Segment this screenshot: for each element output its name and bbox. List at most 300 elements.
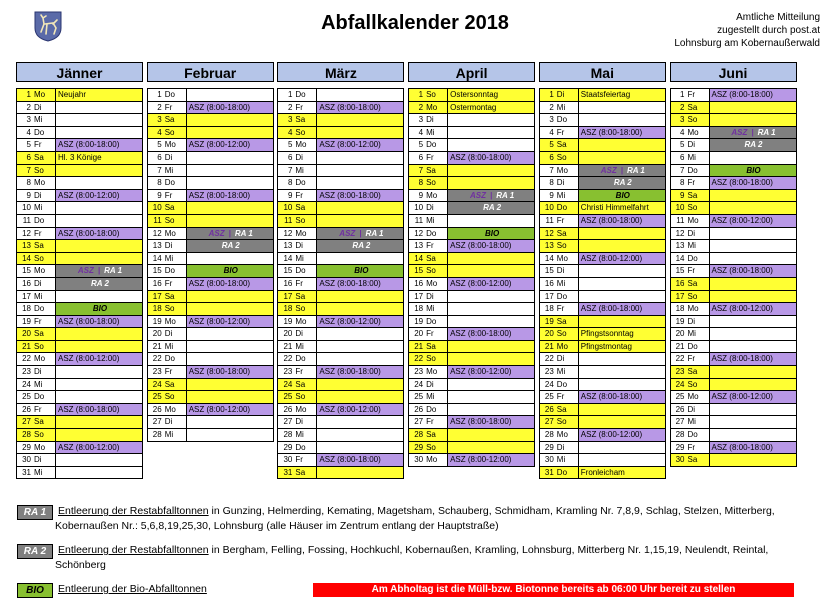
day-date	[17, 454, 55, 466]
weekday: Fr	[556, 215, 565, 225]
day-event: ASZ (8:00-18:00)	[447, 416, 534, 428]
day-row	[671, 340, 796, 353]
day-number: 29	[283, 442, 293, 452]
day-date	[409, 303, 447, 315]
weekday: Di	[426, 291, 434, 301]
day-event	[316, 442, 403, 454]
weekday: Sa	[295, 203, 306, 213]
day-row	[540, 453, 665, 466]
day-number: 28	[544, 430, 554, 440]
weekday: So	[556, 417, 567, 427]
day-number: 6	[26, 152, 31, 162]
day-date	[148, 89, 186, 101]
day-event	[447, 177, 534, 189]
weekday: Mo	[34, 442, 46, 452]
day-event: ASZ (8:00-18:00)	[578, 215, 665, 227]
day-number: 17	[152, 291, 162, 301]
day-date	[671, 454, 709, 466]
weekday: Di	[426, 379, 434, 389]
day-event	[186, 177, 273, 189]
day-row	[278, 189, 403, 202]
day-event	[447, 114, 534, 126]
day-date	[540, 139, 578, 151]
weekday: Fr	[687, 178, 696, 188]
weekday: Sa	[556, 140, 567, 150]
day-event	[316, 89, 403, 101]
day-event	[55, 127, 142, 139]
day-date	[17, 429, 55, 441]
day-event: ASZ (8:00-12:00)	[55, 190, 142, 202]
day-row	[540, 415, 665, 428]
day-row	[148, 201, 273, 214]
day-date	[540, 404, 578, 416]
day-event: Christi Himmelfahrt	[578, 202, 665, 214]
day-number: 20	[544, 329, 554, 339]
day-row	[671, 214, 796, 227]
day-row	[671, 302, 796, 315]
day-event: ASZ (8:00-18:00)	[186, 278, 273, 290]
day-event	[709, 152, 796, 164]
day-date	[671, 215, 709, 227]
day-date	[278, 404, 316, 416]
day-row	[409, 88, 534, 101]
month-column	[539, 62, 666, 479]
day-event: Fronleicham	[578, 467, 665, 479]
day-date	[671, 328, 709, 340]
day-event: RA 2	[55, 278, 142, 290]
day-event: RA 2	[316, 240, 403, 252]
weekday: So	[164, 215, 175, 225]
weekday: Mi	[556, 190, 566, 200]
day-number: 8	[157, 178, 162, 188]
event-text: RA 1	[757, 127, 776, 137]
day-number: 8	[26, 178, 31, 188]
day-date	[148, 404, 186, 416]
day-row	[278, 290, 403, 303]
day-number: 27	[22, 417, 31, 427]
pickup-notice-bar: Am Abholtag ist die Müll-bzw. Biotonne bereits ab 06:00 Uhr bereit zu stellen	[313, 583, 794, 597]
day-row	[409, 214, 534, 227]
day-row	[278, 227, 403, 240]
day-row	[17, 403, 142, 416]
day-number: 5	[287, 140, 293, 150]
day-number: 7	[26, 165, 31, 175]
day-row	[278, 239, 403, 252]
day-row	[671, 113, 796, 126]
day-row	[278, 138, 403, 151]
day-event: ASZ (8:00-18:00)	[55, 404, 142, 416]
separator: |	[751, 127, 754, 137]
day-row	[148, 403, 273, 416]
day-row	[17, 138, 142, 151]
day-number: 9	[157, 190, 162, 200]
weekday: Mo	[556, 165, 568, 175]
day-event	[316, 467, 403, 479]
day-event: ASZ (8:00-18:00)	[186, 366, 273, 378]
weekday: Fr	[687, 90, 696, 99]
day-number: 5	[418, 140, 424, 150]
weekday: So	[426, 266, 436, 276]
day-date	[148, 366, 186, 378]
day-number: 3	[418, 115, 424, 125]
day-number: 4	[680, 127, 685, 137]
day-event: ASZ (8:00-12:00)	[709, 215, 796, 227]
day-number: 15	[152, 266, 162, 276]
day-date	[148, 228, 186, 240]
day-event	[578, 265, 665, 277]
day-date	[540, 366, 578, 378]
day-number: 4	[549, 127, 554, 137]
weekday: Fr	[34, 316, 42, 326]
day-row	[278, 264, 403, 277]
day-date	[409, 114, 447, 126]
day-date	[17, 353, 55, 365]
day-date	[540, 391, 578, 403]
day-number: 18	[22, 304, 31, 314]
month-header: Mai	[539, 62, 666, 82]
day-row	[540, 390, 665, 403]
weekday: Sa	[295, 467, 306, 477]
weekday: Di	[687, 140, 696, 150]
day-row	[540, 264, 665, 277]
day-row	[540, 428, 665, 441]
day-row	[540, 352, 665, 365]
day-number: 25	[22, 392, 31, 402]
day-row	[671, 315, 796, 328]
day-row	[278, 201, 403, 214]
day-date	[17, 404, 55, 416]
weekday: Fr	[34, 140, 42, 150]
day-row	[278, 390, 403, 403]
ra2-badge: RA 2	[17, 544, 53, 559]
month-header: April	[408, 62, 535, 82]
day-event	[186, 114, 273, 126]
day-row	[148, 239, 273, 252]
day-event	[186, 127, 273, 139]
day-event	[316, 215, 403, 227]
day-event: BIO	[709, 165, 796, 177]
day-date	[409, 442, 447, 454]
day-event	[316, 429, 403, 441]
legend-text: Schönberg	[55, 559, 106, 571]
day-event: BIO	[447, 228, 534, 240]
day-date	[17, 278, 55, 290]
day-row	[409, 264, 534, 277]
weekday: Mo	[34, 354, 46, 364]
weekday: Mi	[34, 379, 43, 389]
day-row	[17, 428, 142, 441]
day-date	[409, 429, 447, 441]
weekday: Mo	[556, 341, 568, 351]
month-header: Jänner	[16, 62, 143, 82]
day-number: 3	[287, 115, 293, 125]
day-date	[540, 265, 578, 277]
day-event: RA 2	[186, 240, 273, 252]
day-number: 10	[675, 203, 685, 213]
day-event: ASZ (8:00-18:00)	[186, 190, 273, 202]
weekday: Do	[34, 215, 45, 225]
day-row	[409, 252, 534, 265]
day-number: 6	[680, 152, 685, 162]
weekday: Mo	[687, 392, 699, 402]
day-date	[148, 416, 186, 428]
day-date	[540, 165, 578, 177]
weekday: Fr	[426, 152, 434, 162]
day-number: 24	[675, 379, 685, 389]
weekday: Di	[295, 329, 303, 339]
day-date	[278, 152, 316, 164]
weekday: So	[687, 203, 698, 213]
weekday: Mo	[687, 304, 699, 314]
day-number: 24	[283, 379, 293, 389]
weekday: So	[295, 215, 306, 225]
weekday: Do	[34, 127, 45, 137]
day-event	[316, 253, 403, 265]
weekday: Do	[556, 379, 568, 389]
day-event: ASZ (8:00-12:00)	[447, 454, 534, 466]
weekday: Sa	[164, 291, 175, 301]
day-event	[578, 165, 665, 177]
day-number: 2	[287, 102, 293, 112]
day-number: 7	[287, 165, 293, 175]
weekday: Sa	[556, 228, 567, 238]
day-number: 14	[414, 253, 424, 263]
day-date	[17, 379, 55, 391]
day-event	[447, 353, 534, 365]
day-row	[148, 352, 273, 365]
day-event: ASZ (8:00-12:00)	[447, 278, 534, 290]
weekday: Mi	[687, 329, 696, 339]
day-row	[540, 227, 665, 240]
day-date	[278, 341, 316, 353]
weekday: Mo	[687, 127, 699, 137]
day-date	[671, 316, 709, 328]
day-number: 5	[680, 140, 685, 150]
day-event	[186, 152, 273, 164]
weekday: Mi	[556, 367, 566, 377]
day-date	[148, 303, 186, 315]
day-date	[409, 341, 447, 353]
day-event: ASZ (8:00-18:00)	[316, 102, 403, 114]
day-event	[316, 391, 403, 403]
month-header: Juni	[670, 62, 797, 82]
day-row	[278, 365, 403, 378]
day-event	[578, 139, 665, 151]
day-number: 23	[283, 367, 293, 377]
day-date	[671, 165, 709, 177]
day-row	[540, 378, 665, 391]
day-row	[278, 151, 403, 164]
day-date	[148, 328, 186, 340]
day-date	[148, 278, 186, 290]
day-row	[17, 176, 142, 189]
day-event	[316, 228, 403, 240]
day-number: 18	[675, 304, 685, 314]
weekday: So	[34, 165, 44, 175]
day-event	[447, 253, 534, 265]
day-row	[540, 214, 665, 227]
day-event	[316, 114, 403, 126]
weekday: Fr	[164, 190, 173, 200]
day-row	[17, 290, 142, 303]
day-date	[540, 240, 578, 252]
day-number: 1	[418, 90, 424, 99]
weekday: Mi	[34, 467, 43, 477]
day-number: 29	[544, 442, 554, 452]
day-row	[17, 441, 142, 454]
day-number: 23	[414, 367, 424, 377]
day-event	[709, 127, 796, 139]
day-date	[17, 202, 55, 214]
day-date	[17, 102, 55, 114]
weekday: Mi	[34, 291, 43, 301]
day-row	[671, 403, 796, 416]
day-date	[671, 89, 709, 101]
day-date	[540, 253, 578, 265]
day-date	[148, 139, 186, 151]
day-event: ASZ (8:00-12:00)	[709, 303, 796, 315]
weekday: Sa	[556, 404, 567, 414]
day-date	[278, 467, 316, 479]
day-date	[409, 454, 447, 466]
day-row	[278, 113, 403, 126]
day-event: ASZ (8:00-18:00)	[578, 303, 665, 315]
day-date	[671, 391, 709, 403]
day-event	[709, 416, 796, 428]
weekday: So	[426, 90, 436, 99]
day-row	[17, 126, 142, 139]
day-row	[278, 327, 403, 340]
day-event	[55, 202, 142, 214]
day-date	[17, 416, 55, 428]
day-row	[17, 214, 142, 227]
day-event: ASZ (8:00-18:00)	[186, 102, 273, 114]
day-number: 26	[675, 404, 685, 414]
day-number: 15	[22, 266, 31, 276]
day-event	[55, 265, 142, 277]
day-number: 22	[675, 354, 685, 364]
day-row	[409, 441, 534, 454]
day-event	[709, 190, 796, 202]
day-row	[17, 164, 142, 177]
day-event	[709, 404, 796, 416]
weekday: Mo	[295, 404, 307, 414]
day-number: 15	[283, 266, 293, 276]
day-date	[540, 303, 578, 315]
day-date	[148, 114, 186, 126]
day-date	[278, 328, 316, 340]
weekday: Sa	[687, 278, 698, 288]
day-row	[409, 415, 534, 428]
weekday: Fr	[426, 241, 434, 251]
day-date	[671, 379, 709, 391]
day-number: 2	[418, 102, 424, 112]
day-row	[148, 378, 273, 391]
day-number: 28	[283, 430, 293, 440]
day-event: ASZ (8:00-12:00)	[186, 404, 273, 416]
day-number: 10	[544, 203, 554, 213]
day-date	[671, 278, 709, 290]
asz-marker: ASZ	[208, 228, 225, 238]
day-row	[671, 88, 796, 101]
day-number: 6	[418, 152, 424, 162]
day-event	[55, 253, 142, 265]
day-row	[671, 164, 796, 177]
asz-marker: ASZ	[731, 127, 748, 137]
day-event	[55, 114, 142, 126]
day-event	[578, 102, 665, 114]
day-date	[409, 127, 447, 139]
day-row	[409, 315, 534, 328]
weekday: So	[687, 115, 698, 125]
weekday: Do	[295, 266, 306, 276]
event-text: RA 1	[234, 228, 253, 238]
day-event: ASZ (8:00-18:00)	[578, 391, 665, 403]
day-number: 22	[283, 354, 293, 364]
day-row	[148, 390, 273, 403]
legend-text: Kobernaußen Nr.: 5,6,8,19,25,30, Lohnsburg (alle Häuser im Zentrum entlang der Hauptstraße)	[55, 520, 499, 532]
day-row	[540, 466, 665, 479]
day-number: 13	[544, 241, 554, 251]
weekday: Mi	[556, 278, 566, 288]
day-event	[186, 202, 273, 214]
day-date	[409, 278, 447, 290]
day-date	[409, 165, 447, 177]
day-date	[540, 102, 578, 114]
day-row	[409, 164, 534, 177]
legend-label: Entleerung der Restabfalltonnen	[58, 505, 209, 517]
day-number: 17	[283, 291, 293, 301]
day-row	[148, 340, 273, 353]
day-row	[671, 378, 796, 391]
day-row	[148, 327, 273, 340]
day-date	[278, 202, 316, 214]
day-number: 22	[414, 354, 424, 364]
day-date	[278, 265, 316, 277]
day-number: 24	[544, 379, 554, 389]
day-row	[409, 151, 534, 164]
day-date	[278, 177, 316, 189]
day-date	[148, 102, 186, 114]
day-date	[409, 240, 447, 252]
day-number: 14	[283, 253, 293, 263]
day-date	[409, 152, 447, 164]
day-row	[148, 101, 273, 114]
day-event	[316, 152, 403, 164]
day-event	[186, 165, 273, 177]
day-event	[447, 215, 534, 227]
day-date	[17, 240, 55, 252]
day-number: 22	[152, 354, 162, 364]
weekday: Mi	[164, 430, 174, 440]
weekday: So	[295, 127, 306, 137]
day-event	[55, 379, 142, 391]
day-number: 25	[544, 392, 554, 402]
day-event	[186, 429, 273, 441]
weekday: Mo	[426, 278, 438, 288]
weekday: Mi	[556, 455, 566, 465]
day-event	[709, 429, 796, 441]
day-event: ASZ (8:00-18:00)	[709, 353, 796, 365]
day-row	[17, 88, 142, 101]
day-row	[17, 239, 142, 252]
day-row	[540, 101, 665, 114]
day-date	[409, 228, 447, 240]
day-number: 4	[418, 127, 424, 137]
day-event: ASZ (8:00-12:00)	[316, 316, 403, 328]
day-date	[148, 215, 186, 227]
day-date	[671, 114, 709, 126]
